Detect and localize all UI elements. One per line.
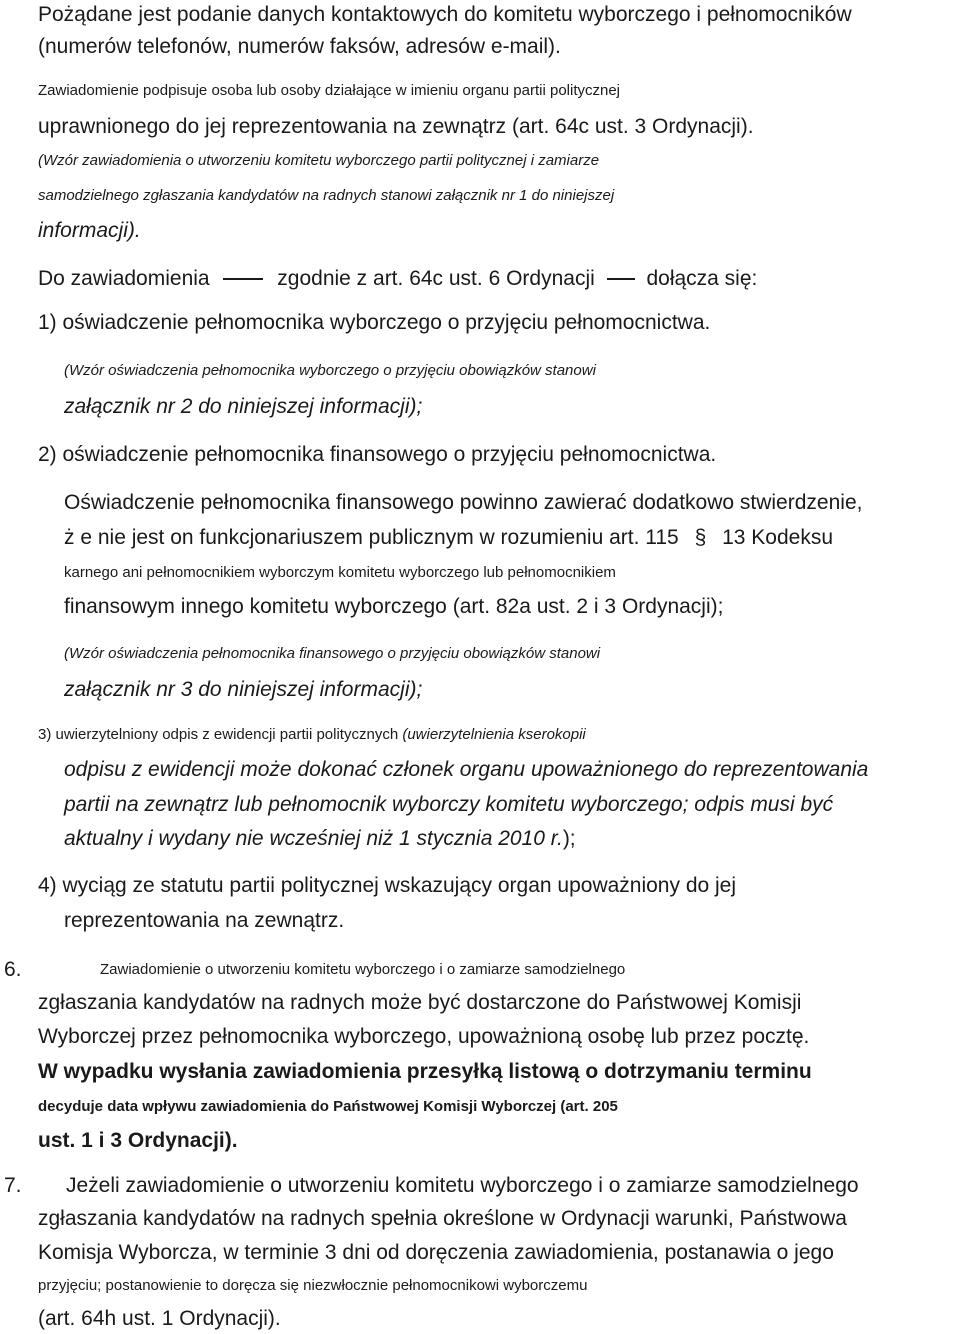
text: uprawnionego do jej reprezentowania na zewnątrz (art. 64c ust. 3 Ordynacji).: [38, 115, 754, 138]
text-line: [100, 957, 958, 983]
text: partii na zewnątrz lub pełnomocnik wyborczy komitetu wyborczego; odpis musi być: [64, 793, 834, 816]
text-line: [38, 1206, 956, 1232]
dash: [223, 278, 263, 280]
text: (Wzór oświadczenia pełnomocnika finansowego o przyjęciu obowiązków stanowi: [64, 645, 601, 662]
text-line: [66, 1173, 956, 1199]
text-line: [38, 1306, 281, 1332]
text: (art. 64h ust. 1 Ordynacji).: [38, 1307, 281, 1330]
list-item: [38, 722, 958, 748]
text: reprezentowania na zewnątrz.: [64, 909, 345, 932]
text: zgłaszania kandydatów na radnych spełnia określone w Ordynacji warunki, Państwowa: [38, 1207, 847, 1230]
text-line: [38, 1240, 956, 1266]
list-item: [38, 442, 716, 468]
text-line: [38, 1024, 956, 1050]
text: Zawiadomienie podpisuje osoba lub osoby działające w imieniu organu partii politycznej: [38, 82, 621, 99]
text: ż e nie jest on funkcjonariuszem publicznym w rozumieniu art. 115: [64, 526, 679, 549]
form-note: [64, 358, 960, 384]
text: Pożądane jest podanie danych kontaktowych do komitetu wyborczego i pełnomocników: [38, 3, 852, 26]
paragraph-number: [4, 957, 22, 983]
form-note: [64, 641, 960, 667]
text: 7.: [4, 1174, 22, 1197]
text-line: [38, 114, 754, 140]
text-line: [64, 826, 576, 852]
text: 1) oświadczenie pełnomocnika wyborczego o przyjęciu pełnomocnictwa.: [38, 311, 711, 334]
text: ust. 1 i 3 Ordynacji).: [38, 1129, 238, 1152]
text: (Wzór zawiadomienia o utworzeniu komitetu wyborczego partii politycznej i zamiarze: [38, 152, 600, 169]
text: dołącza się:: [646, 267, 758, 290]
text: );: [562, 827, 576, 850]
text: karnego ani pełnomocnikiem wyborczym komitetu wyborczego lub pełnomocnikiem: [64, 564, 616, 581]
section-sign-icon: §: [694, 526, 707, 549]
text: Jeżeli zawiadomienie o utworzeniu komitetu wyborczego i o zamiarze samodzielnego: [66, 1174, 859, 1197]
text: 6.: [4, 958, 22, 981]
text: Komisja Wyborcza, w terminie 3 dni od doręczenia zawiadomienia, postanawia o jego: [38, 1241, 834, 1264]
form-note: [38, 148, 958, 174]
text-line: [38, 34, 561, 60]
text: informacji).: [38, 219, 141, 242]
form-note: [64, 394, 422, 420]
text: Wyborczej przez pełnomocnika wyborczego, upoważnioną osobę lub przez pocztę.: [38, 1025, 810, 1048]
paragraph-number: [4, 1173, 22, 1199]
text: załącznik nr 3 do niniejszej informacji);: [64, 678, 423, 701]
text: zgłaszania kandydatów na radnych może być dostarczone do Państwowej Komisji: [38, 991, 802, 1014]
text: zgodnie z art. 64c ust. 6 Ordynacji: [277, 267, 595, 290]
text-line: [64, 525, 956, 551]
form-note: [38, 218, 141, 244]
text: odpisu z ewidencji może dokonać członek organu upoważnionego do reprezentowania: [64, 758, 869, 781]
text: 3) uwierzytelniony odpis z ewidencji partii politycznych: [38, 726, 399, 743]
text-line: [64, 594, 723, 620]
text-line: [38, 1128, 238, 1154]
text: przyjęciu; postanowienie to doręcza się niezwłocznie pełnomocnikowi wyborczemu: [38, 1277, 588, 1294]
text: 4) wyciąg ze statutu partii politycznej wskazujący organ upoważniony do jej: [38, 874, 737, 897]
text-line: [38, 1094, 958, 1120]
form-note: [64, 677, 422, 703]
text: Oświadczenie pełnomocnika finansowego powinno zawierać dodatkowo stwierdzenie,: [64, 491, 863, 514]
text: Zawiadomienie o utworzeniu komitetu wyborczego i o zamiarze samodzielnego: [100, 961, 626, 978]
text: 2) oświadczenie pełnomocnika finansowego o przyjęciu pełnomocnictwa.: [38, 443, 717, 466]
text: (Wzór oświadczenia pełnomocnika wyborczego o przyjęciu obowiązków stanowi: [64, 362, 596, 379]
list-item: [38, 310, 710, 336]
form-note: [38, 183, 958, 209]
attachments-intro: [38, 266, 757, 292]
text: W wypadku wysłania zawiadomienia przesyłką listową o dotrzymaniu terminu: [38, 1060, 812, 1083]
text-line: [64, 792, 833, 818]
text-line: [38, 1273, 958, 1299]
text-line: [64, 490, 956, 516]
text: finansowym innego komitetu wyborczego (art. 82a ust. 2 i 3 Ordynacji);: [64, 595, 724, 618]
text-line: [38, 78, 958, 104]
dash: [607, 278, 635, 280]
text-line: [38, 1059, 956, 1085]
text: załącznik nr 2 do niniejszej informacji);: [64, 395, 423, 418]
text-line: [38, 2, 956, 28]
text: (numerów telefonów, numerów faksów, adresów e-mail).: [38, 35, 561, 58]
text-line: [38, 990, 956, 1016]
text: (uwierzytelnienia kserokopii: [402, 726, 586, 743]
text: 13 Kodeksu: [722, 526, 834, 549]
text: aktualny i wydany nie wcześniej niż 1 stycznia 2010 r.: [64, 827, 563, 850]
text-line: [64, 757, 868, 783]
text: decyduje data wpływu zawiadomienia do Państwowej Komisji Wyborczej (art. 205: [38, 1098, 618, 1115]
text-line: [64, 908, 344, 934]
text-line: [64, 560, 958, 586]
text: Do zawiadomienia: [38, 267, 210, 290]
list-item: [38, 873, 956, 899]
text: samodzielnego zgłaszania kandydatów na radnych stanowi załącznik nr 1 do niniejszej: [38, 187, 615, 204]
